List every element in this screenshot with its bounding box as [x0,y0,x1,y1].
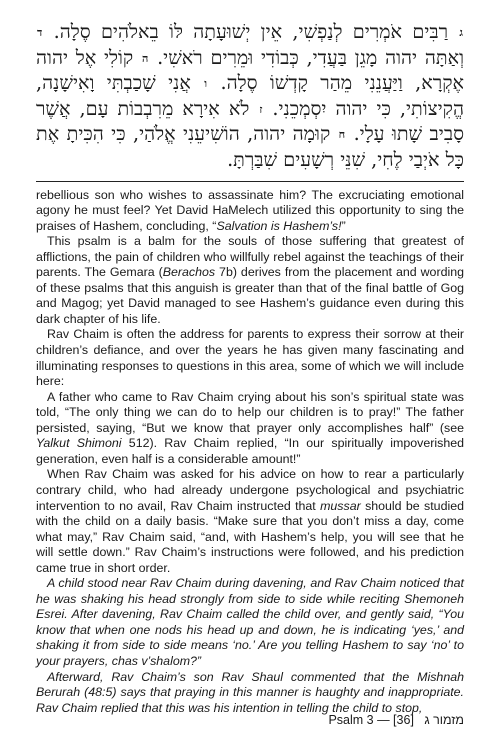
verse-text: קוּמָה יהוה, הוֹשִׁיעֵנִי אֱלֹהַי, כִּי הִכִּיתָ אֶת כָּל אֹיְבַי לֶחִי, שִׁנֵּי רְשָׁעִים שִׁבַּרְתָּ. [36,122,464,171]
psalm-label: Psalm 3 — מזמור ג [328,713,464,727]
verse-number: ג [459,26,464,39]
commentary-text: ” [341,218,346,233]
verse-text: אֲנִי שָׁכַבְתִּי וָאִישָׁנָה, הֱקִיצוֹתִי, כִּי יהוה יִסְמְכֵנִי. [36,71,464,120]
commentary-paragraph [36,390,464,468]
hebrew-paragraph [36,20,464,173]
verse-number: ו [204,77,208,91]
verse-number: ח [338,128,346,142]
divider-rule [36,181,464,182]
verse-text: לֹא אִירָא מֵרִבְבוֹת עָם, אֲשֶׁר סָבִיב שָׁתוּ עָלָי. [36,96,464,146]
commentary-italic-text: Yalkut Shimoni [36,436,122,451]
commentary-text: 512). Rav Chaim replied, “In our spiritually impoverished generation, even half is a considerable amount!” [36,436,464,466]
commentary-paragraph-italic: Afterward, Rav Chaim’s son Rav Shaul commented that the Mishnah Berurah (48:5) says that praying in this manner is haughty and inappropriate. Rav Chaim replied that this was his intention in telling the child to stop, [36,669,464,715]
page-number: [36] [393,713,414,727]
commentary-italic-text: mussar [320,498,361,513]
page-footer [328,713,464,727]
commentary-italic-text: Berachos [162,265,216,280]
commentary [36,188,464,717]
commentary-text: A father who came to Rav Chaim crying about his son’s spiritual state was told, “The only thing we can do to help our children is to pray!” The father persisted, saying, “But we know that prayer only accomplishes half” (see [36,389,464,435]
verse-number: ד [37,26,43,39]
hebrew-psalm-text [36,20,464,173]
commentary-paragraph-italic: A child stood near Rav Chaim during davening, and Rav Chaim noticed that he was shaking his head strongly from side to side while reciting Shemoneh Esrei. After davening, Rav Chaim called the child over, and gently said, “You know that when one nods his head up and down, he is indicating ‘yes,’ and shaking it from side to side means ‘no.’ Are you telling Hashem to say ‘no’ to your prayers, chas v’shalom?” [36,576,464,668]
commentary-text: should be studied with the child on a daily basis. “Make sure that you don’t miss a day, come what may,” Rav Chaim said, “and, with Hashem’s help, you will see that he will settle down.” Rav Chaim’s instructions were followed, and his prediction came true in short order. [36,498,465,575]
verse-text: רַבִּים אֹמְרִים לְנַפְשִׁי, אֵין יְשׁוּעָתָה לּוֹ בֵאלֹהִים סֶלָה. [53,20,449,43]
verse-number: ז [259,102,263,116]
commentary-text: 7b) derives from the placement and wording of these psalms that this anguish is greater than that of the final battle of Gog and Magog; yet David managed to see Hashem’s guidance even during this dark chapter of his life. [36,265,464,326]
page [36,20,464,716]
verse-text: וְאַתָּה יהוה מָגֵן בַּעֲדִי, כְּבוֹדִי וּמֵרִים רֹאשִׁי. [157,45,464,69]
commentary-paragraph [36,234,464,327]
commentary-italic-text: Salvation is Hashem’s! [216,218,342,233]
commentary-text: rebellious son who wishes to assassinate him? The excruciating emotional agony he must feel? Yet David HaMelech utilized this opportunity to sing the praises of Hashem, concluding, “ [36,187,464,233]
commentary-text: This psalm is a balm for the souls of those suffering that greatest of afflictions, the pain of children who willfully rebel against the teachings of their parents. The Gemara ( [36,234,464,280]
verse-number: ה [141,51,149,65]
verse-text: קוֹלִי אֶל יהוה אֶקְרָא, וַיַּעֲנֵנִי מֵהַר קָדְשׁוֹ סֶלָה. [36,45,465,95]
commentary-paragraph: Rav Chaim is often the address for parents to express their sorrow at their children’s defiance, and over the years he has given many fascinating and illuminating responses to questions in this area, some of which we will include here: [36,327,464,389]
commentary-paragraph [36,188,464,235]
commentary-paragraph [36,467,464,576]
commentary-text: When Rav Chaim was asked for his advice on how to rear a particularly contrary child, who had already undergone psychological and psychiatric intervention to no avail, Rav Chaim instructed that [36,467,464,513]
